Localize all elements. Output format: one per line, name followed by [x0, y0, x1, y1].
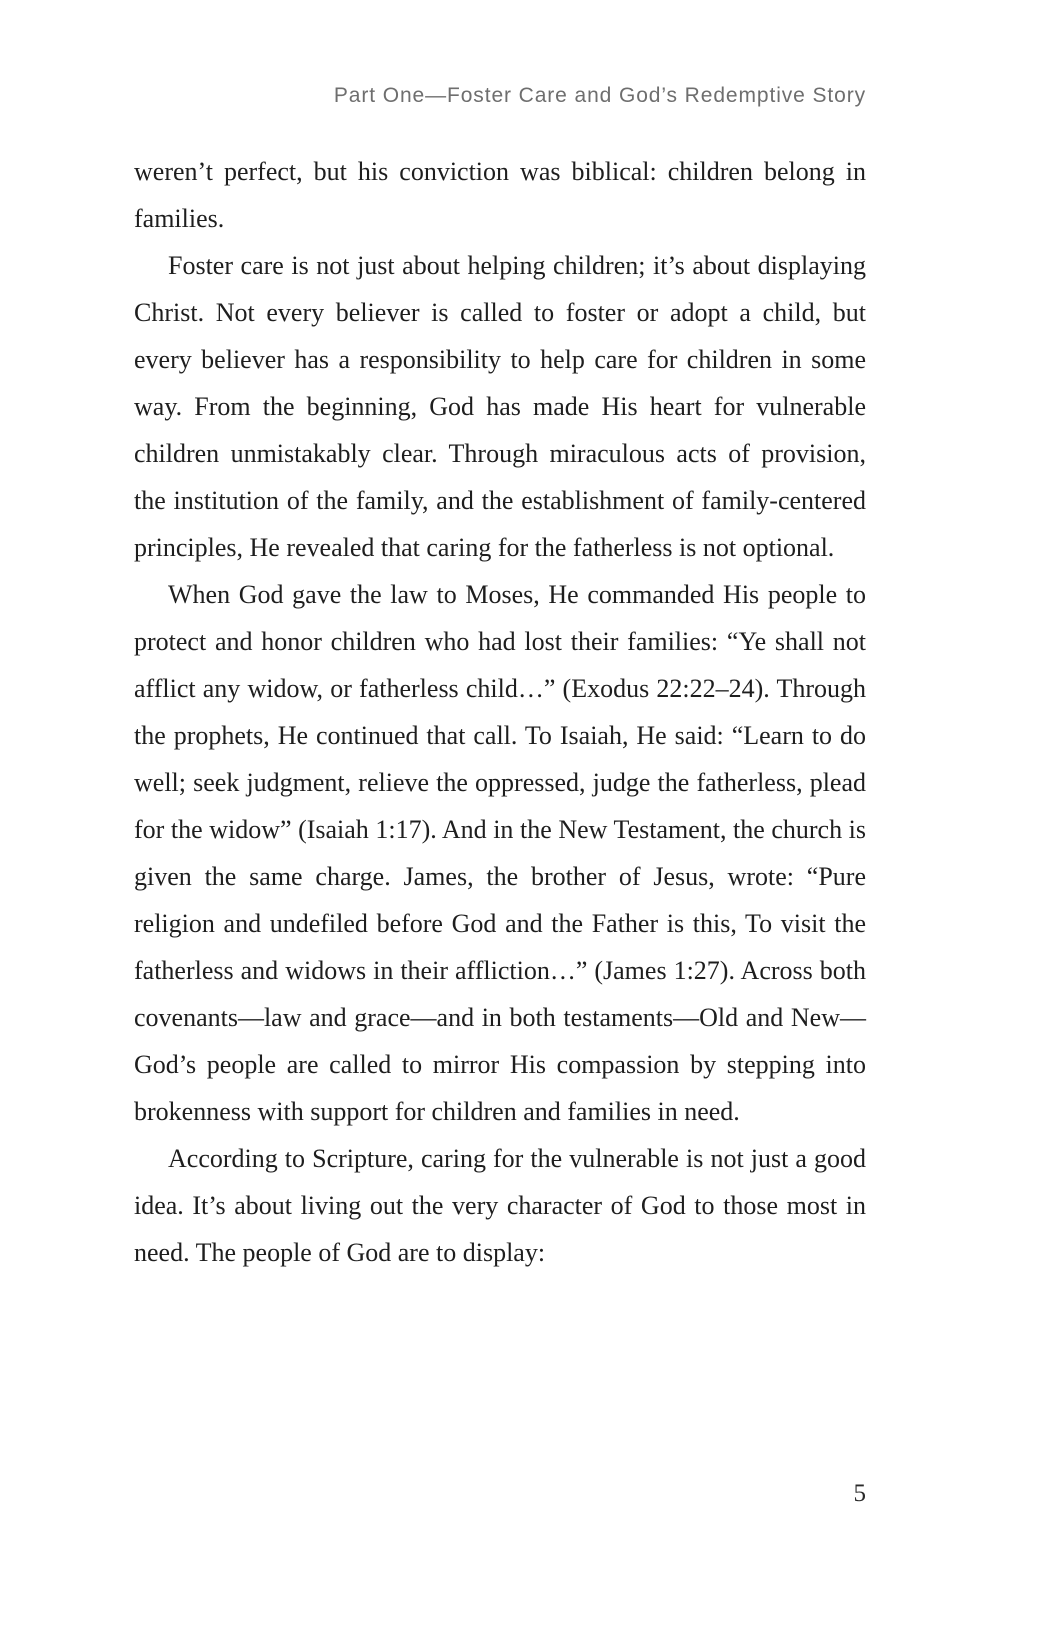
paragraph: When God gave the law to Moses, He commanded His people to protect and honor children who had lost their families: “Ye shall not afflict any widow, or fatherless child…” (Exodus 22:22–24). Through the prophets, He continued that call. To Isaiah, He said: “Learn to do well; seek judgment, relieve the oppressed, judge the fatherless, plead for the widow” (Isaiah 1:17). And in the New Testament, the church is given the same charge. James, the brother of Jesus, wrote: “Pure religion and undefiled before God and the Father is this, To visit the fatherless and widows in their affliction…” (James 1:27). Across both covenants—law and grace—and in both testaments—Old and New—God’s people are called to mirror His compassion by stepping into brokenness with support for children and families in need. [134, 580, 866, 1126]
body-text [134, 148, 866, 1276]
running-header: Part One—Foster Care and God’s Redemptive Story [333, 84, 866, 107]
paragraph: Foster care is not just about helping children; it’s about displaying Christ. Not every believer is called to foster or adopt a child, but every believer has a responsibility to help care for children in some way. From the beginning, God has made His heart for vulnerable children unmistakably clear. Through miraculous acts of provision, the institution of the family, and the establishment of family-centered principles, He revealed that caring for the fatherless is not optional. [134, 251, 866, 562]
paragraph: According to Scripture, caring for the vulnerable is not just a good idea. It’s about living out the very character of God to those most in need. The people of God are to display: [134, 1144, 866, 1267]
page-number: 5 [853, 1480, 866, 1507]
paragraph-continuation: weren’t perfect, but his conviction was biblical: children belong in families. [134, 157, 866, 233]
